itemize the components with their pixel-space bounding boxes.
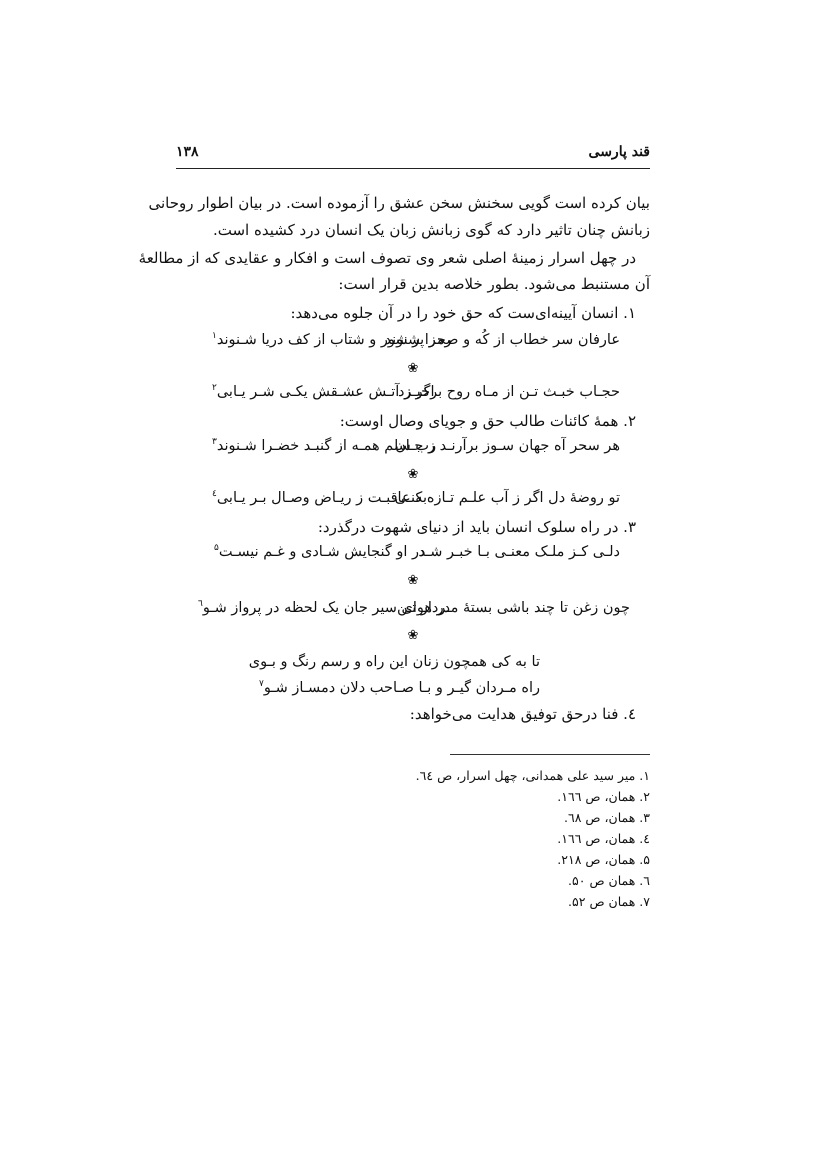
footnote-5: ۵. همان، ص ۲۱٨. xyxy=(557,852,650,867)
footnote-ref-2: ۲ xyxy=(212,383,217,394)
verse-separator-star: ❀ xyxy=(407,573,419,588)
footnote-7: ۷. همان ص ۵۲. xyxy=(568,894,650,909)
paragraph-1-line-2: زبانش چنان تاثیر دارد که گوی زبانش زبان یک انسان درد کشیده است. xyxy=(212,221,650,239)
paragraph-2-line-1: در چهل اسرار زمینهٔ اصلی شعر وی تصوف است و افکار و عقایدی که از مطالعهٔ xyxy=(138,249,636,267)
footnote-ref-6: ٦ xyxy=(198,599,203,610)
verse-separator-star: ❀ xyxy=(407,467,419,482)
verse-1-hemistich-b-text: رمز پر شور و شتاب از کف دریا شـنوند xyxy=(216,332,452,348)
footnote-1: ۱. میر سید علی همدانی، چهل اسرار، ص ٦٤. xyxy=(415,768,650,783)
verse-1-hemistich-b xyxy=(212,330,452,350)
verse-2-hemistich-b-text: اگر ز آتـش عشـقش یکـی شـر یـابی xyxy=(216,384,435,400)
verse-3-hemistich-a: هر سحر آه جهان سـوز برآرنـد ز جـان xyxy=(395,438,620,454)
list-item-4: ٤. فنا درحق توفیق هدایت می‌خواهد: xyxy=(409,705,636,723)
verse-4-hemistich-b xyxy=(212,488,427,508)
footnote-separator xyxy=(450,754,650,755)
list-item-3: ۳. در راه سلوک انسان باید از دنیای شهوت درگذرد: xyxy=(317,518,636,536)
list-item-2: ۲. همهٔ کائنات طالب حق و جویای وصال اوست: xyxy=(339,412,636,430)
running-header xyxy=(176,144,650,169)
verse-5-hemistich-a: دلـی کـز ملـک معنـی بـا خبـر شـد xyxy=(418,544,620,560)
verse-separator-star: ❀ xyxy=(407,361,419,376)
paragraph-1-line-1: بیان کرده است گویی سخنش سخن عشق را آزموده است. در بیان اطوار روحانی xyxy=(148,194,650,212)
footnote-ref-4: ٤ xyxy=(212,489,217,500)
footnote-ref-7: ۷ xyxy=(259,679,264,690)
verse-4-hemistich-b-text: به عاقبـت ز ریـاض وصـال بـر یـابی xyxy=(216,490,428,506)
verse-2-hemistich-b xyxy=(212,382,435,402)
verse-6-hemistich-a: چون زغن تا چند باشی بستهٔ مـردار تـن xyxy=(396,600,630,616)
footnote-6: ٦. همان ص ۵۰. xyxy=(568,873,650,888)
list-item-1: ۱. انسان آیینه‌ای‌ست که حق خود را در آن جلوه می‌دهد: xyxy=(290,304,636,322)
verse-6-hemistich-b xyxy=(198,598,450,618)
verse-3-hemistich-b-text: رب سلم همـه از گنبـد خضـرا شـنوند xyxy=(216,438,437,454)
verse-1-hemistich-a: عارفان سر خطاب از کُه و صحرا شنوند xyxy=(384,332,620,348)
verse-4-hemistich-a: تو روضهٔ دل اگر ز آب علـم تـازه کنـی xyxy=(394,490,620,506)
footnote-ref-3: ۳ xyxy=(212,437,217,448)
footnote-ref-1: ۱ xyxy=(212,331,217,342)
verse-7-line-1: تا به کی همچون زنان این راه و رسم رنگ و بـوی xyxy=(248,654,540,670)
verse-6-hemistich-b-text: در هوای سیر جان یک لحظه در پرواز شـو xyxy=(202,600,451,616)
verse-2-hemistich-a: حجـاب خبـث تـن از مـاه روح برخیـزد xyxy=(398,384,620,400)
verse-7-line-2 xyxy=(259,678,540,698)
verse-5-hemistich-b-text: در او گنجایش شـادی و غـم نیسـت xyxy=(218,544,426,560)
footnote-ref-5: ۵ xyxy=(214,543,219,554)
footnote-3: ۳. همان، ص ٦٨. xyxy=(564,810,650,825)
verse-separator-star: ❀ xyxy=(407,628,419,643)
book-title: قند پارسی xyxy=(588,144,650,160)
footnote-2: ۲. همان، ص ۱٦٦. xyxy=(557,789,650,804)
verse-3-hemistich-b xyxy=(212,436,436,456)
page-number: ۱۳۸ xyxy=(176,144,199,160)
verse-7-line-2-text: راه مـردان گیـر و بـا صـاحب دلان دمسـاز شـو xyxy=(263,680,540,696)
paragraph-2-line-2: آن مستنبط می‌شود. بطور خلاصه بدین قرار است: xyxy=(338,275,650,293)
verse-5-hemistich-b xyxy=(214,542,426,562)
footnote-4: ٤. همان، ص ۱٦٦. xyxy=(557,831,650,846)
